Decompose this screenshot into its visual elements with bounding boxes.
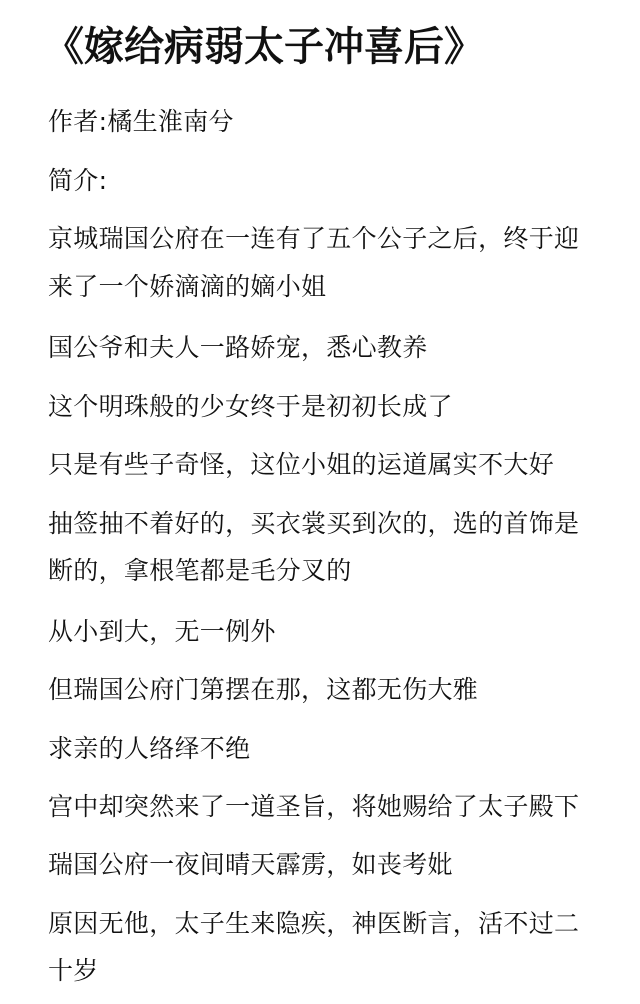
synopsis-line: 断的，拿根笔都是毛分叉的 (48, 556, 352, 585)
synopsis-line: 但瑞国公府门第摆在那，这都无伤大雅 (48, 675, 479, 704)
synopsis-line: 国公爷和夫人一路娇宠，悉心教养 (48, 333, 428, 362)
synopsis-line: 只是有些子奇怪，这位小姐的运道属实不大好 (48, 450, 555, 479)
synopsis-line: 十岁 (48, 956, 99, 985)
book-title: 《嫁给病弱太子冲喜后》 (44, 24, 484, 70)
synopsis-line: 来了一个娇滴滴的嫡小姐 (48, 272, 327, 301)
intro-label: 简介: (48, 166, 108, 195)
author-line: 作者:橘生淮南兮 (48, 107, 234, 136)
synopsis-line: 京城瑞国公府在一连有了五个公子之后，终于迎 (48, 224, 580, 253)
synopsis-line: 这个明珠般的少女终于是初初长成了 (48, 392, 453, 421)
synopsis-line: 原因无他，太子生来隐疾，神医断言，活不过二 (48, 909, 580, 938)
synopsis-line: 瑞国公府一夜间晴天霹雳，如丧考妣 (48, 850, 453, 879)
synopsis-line: 从小到大，无一例外 (48, 617, 276, 646)
synopsis-line: 宫中却突然来了一道圣旨，将她赐给了太子殿下 (48, 792, 580, 821)
synopsis-line: 求亲的人络绎不绝 (48, 734, 251, 763)
synopsis-line: 抽签抽不着好的，买衣裳买到次的，选的首饰是 (48, 509, 580, 538)
